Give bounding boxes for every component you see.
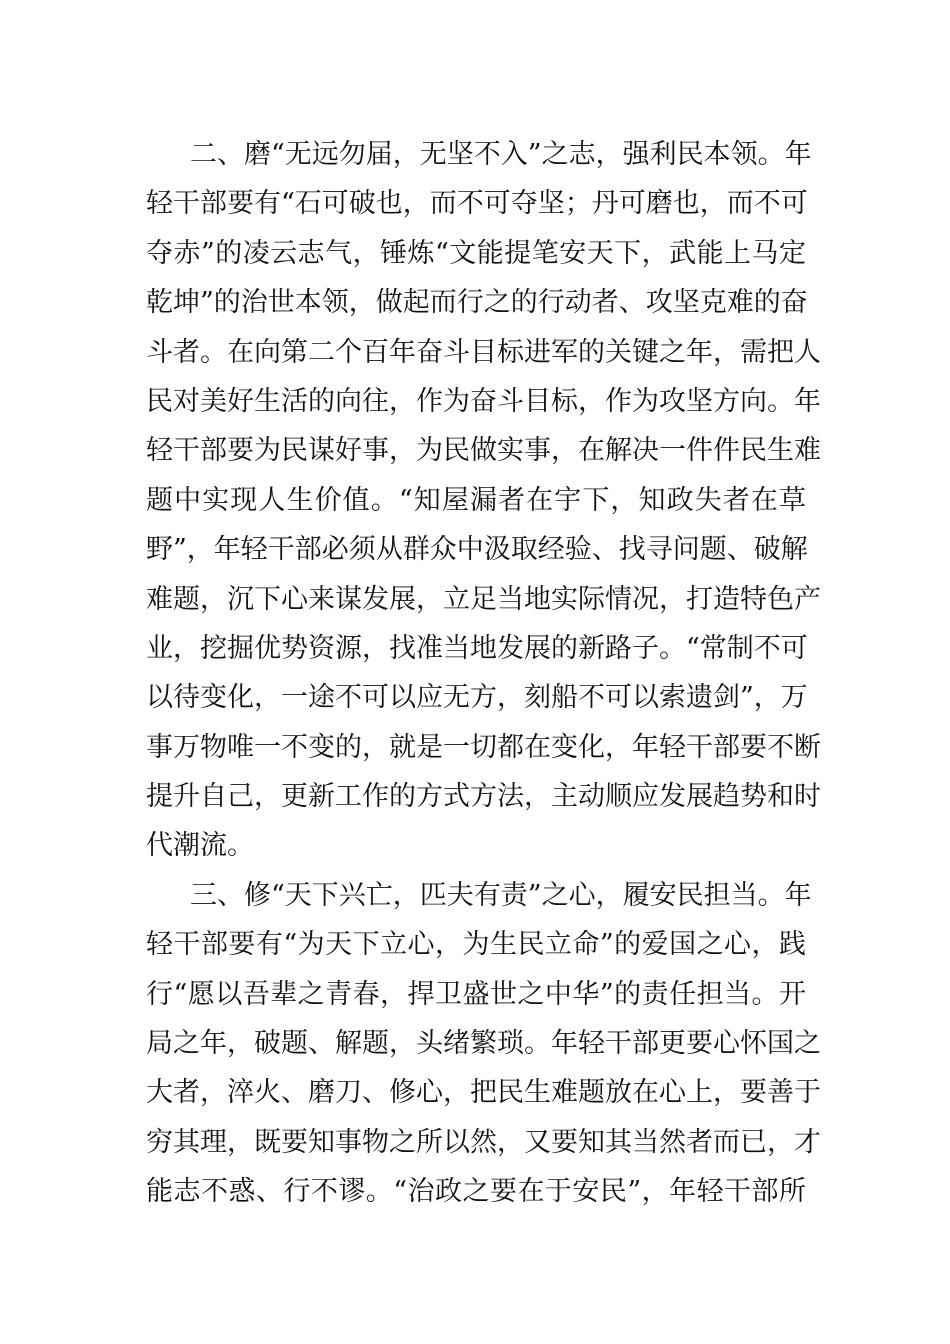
text-line: 轻干部要有“为天下立心，为生民立命”的爱国之心，践 — [146, 929, 806, 961]
text-line: 业，挖掘优势资源，找准当地发展的新路子。“常制不可 — [146, 632, 808, 664]
text-line: 三、修“天下兴亡，匹夫有责”之心，履安民担当。年 — [190, 879, 812, 911]
text-line: 以待变化，一途不可以应无方，刻船不可以索遗剑”，万 — [146, 682, 808, 714]
text-line: 斗者。在向第二个百年奋斗目标进军的关键之年，需把人 — [146, 336, 821, 368]
text-line: 乾坤”的治世本领，做起而行之的行动者、攻坚克难的奋 — [146, 287, 808, 319]
body-text — [146, 130, 821, 1217]
text-line: 难题，沉下心来谋发展，立足当地实际情况，打造特色产 — [146, 583, 821, 615]
text-line: 民对美好生活的向往，作为奋斗目标，作为攻坚方向。年 — [146, 385, 821, 417]
text-line: 题中实现人生价值。“知屋漏者在宇下，知政失者在草 — [146, 484, 806, 516]
paragraph-3 — [146, 871, 821, 1217]
text-line: 事万物唯一不变的，就是一切都在变化，年轻干部要不断 — [146, 731, 821, 763]
text-line: 野”，年轻干部必须从群众中汲取经验、找寻问题、破解 — [146, 534, 808, 566]
text-line: 轻干部要为民谋好事，为民做实事，在解决一件件民生难 — [146, 435, 821, 467]
text-line: 代潮流。 — [146, 830, 254, 862]
text-line: 能志不惑、行不谬。“治政之要在于安民”，年轻干部所 — [146, 1176, 806, 1208]
paragraph-2 — [146, 130, 821, 871]
text-line: 局之年，破题、解题，头绪繁琐。年轻干部更要心怀国之 — [146, 1028, 821, 1060]
text-line: 穷其理，既要知事物之所以然，又要知其当然者而已，才 — [146, 1126, 821, 1158]
text-line: 行“愿以吾辈之青春，捍卫盛世之中华”的责任担当。开 — [146, 978, 806, 1010]
text-line: 提升自己，更新工作的方式方法，主动顺应发展趋势和时 — [146, 781, 821, 813]
text-line: 大者，淬火、磨刀、修心，把民生难题放在心上，要善于 — [146, 1077, 821, 1109]
text-line: 二、磨“无远勿届，无坚不入”之志，强利民本领。年 — [190, 139, 812, 170]
text-line: 夺赤”的凌云志气，锤炼“文能提笔安天下，武能上马定 — [146, 237, 806, 269]
text-line: 轻干部要有“石可破也，而不可夺坚；丹可磨也，而不可 — [146, 188, 808, 220]
